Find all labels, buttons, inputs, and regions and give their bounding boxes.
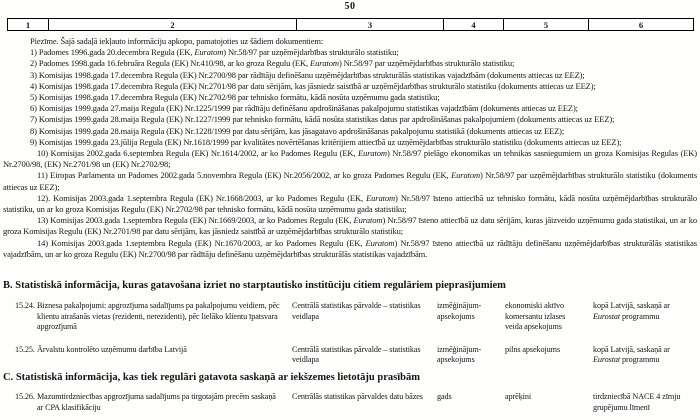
column-header-row [7,18,694,31]
note-item-7: 7) Komisijas 1999.gada 28.maija Regula (EK) Nr.1227/1999 par tehnisko formātu, kādā nosūta statistikas datus par apdrošināšanas pakalpojumiem (dokuments attiecas uz EEZ); [30,114,615,125]
row-scope: kopā Latvijā, saskaņā ar Eurostat programmu [593,344,670,365]
row-title: Biznesa pakalpojumi: apgrozījuma sadalījums pa pakalpojumu veidiem, pēc klientu atrašanās vietas (rezidenti, nerezidenti), pēc lielāko klientu īpatsvara apgrozījumā [37,301,280,332]
row-number: 15.24. [15,301,35,310]
header-cell-1: 1 [25,19,31,30]
table-row-15-26 [0,392,700,413]
row-scope: kopā Latvijā, saskaņā ar Eurostat programmu [593,301,670,321]
row-scope: tirdzniecībā NACE 4 zīmju grupējumu līmenī [593,392,681,412]
note-item-13: 13) Komisijas 2003.gada 1.septembra Regula (EK) Nr.1669/2003, ar ko Padomes Regulu (EK, Euratom) Nr.58/97 īsteno attiecībā uz datu sērijām, kuras jāizveido uzņēmumu gada statistikai, un ar ko groza Komisijas Regulu (EK) Nr.2701/98 par datu sērijām, kas jāsniedz saistībā ar uzņēmējdarbības strukturālo statistiku; [3,215,697,237]
row-source: Centrālā statistikas pārvalde – statistikas veidlapa [292,301,421,321]
row-title: Mazumtirdzniecības apgrozījuma sadalījums pa tirgotajām precēm saskaņā ar CPA klasifikāciju [37,392,276,412]
header-cell-4: 4 [443,19,503,30]
row-source: Centrālās statistikas pārvaldes datu bāzes [292,392,423,401]
row-source: Centrālā statistikas pārvalde – statistikas veidlapa [292,344,421,365]
note-item-8: 8) Komisijas 1999.gada 28.maija Regula (EK) Nr.1228/1999 par datu sērijām, kas jāsagatavo apdrošināšanas pakalpojumu statistikā (dokuments attiecas uz EEZ); [30,125,565,136]
note-item-2: 2) Padomes 1998.gada 16.februāra Regula (EK) Nr.410/98, ar ko groza Regulu (EK, Euratom) Nr.58/97 par uzņēmējdarbības strukturālo statistiku; [30,58,515,69]
row-title: Ārvalstu kontrolēto uzņēmumu darbība Latvijā [37,344,187,354]
note-item-5: 5) Komisijas 1998.gada 17.decembra Regula (EK) Nr.2702/98 par tehnisko formātu, kādā nosūta uzņēmumu gada statistiku; [30,92,440,103]
table-row-15-25 [0,345,700,366]
notes-intro: Piezīme. Šajā sadaļā iekļauto informāciju apkopo, pamatojoties uz šādiem dokumentiem: [30,36,324,46]
note-item-12: 12). Komisijas 2003.gada 1.septembra Regula (EK) Nr.1668/2003, ar ko Padomes Regulu (EK, Euratom) Nr.58/97 īsteno attiecībā uz tehnisko formātu, kādā nosūta uzņēmējdarbības strukturālo statistiku, un ar ko groza Komisijas Regulu (EK) Nr.2702/98 par tehnisko formātu, kādā nosūta uzņēmumu gada statistiku; [3,192,697,215]
note-item-4: 4) Komisijas 1998.gada 17.decembra Regula (EK) Nr.2701/98 par datu sērijām, kas jāsniedz saistībā ar uzņēmējdarbības strukturālo statistiku (dokuments attiecas uz EEZ); [30,80,596,91]
row-survey-type: gads [437,392,452,401]
header-cell-5: 5 [503,19,588,30]
row-number: 15.25. [15,344,35,354]
section-c [0,372,700,413]
note-item-3: 3) Komisijas 1998.gada 17.decembra Regula (EK) Nr.2700/98 par rādītāju definēšanu uzņēmējdarbības strukturālās statistikas vajadzībām (dokuments attiecas uz EEZ); [30,69,585,80]
header-cell-3: 3 [296,19,443,30]
notes-section [3,36,697,260]
section-b-heading: B. Statistiskā informācija, kuras gatavošana izriet no starptautisko institūciju citiem regulāriem pieprasījumiem [3,280,506,291]
row-survey-type: izmēģinājum-apsekojums [437,301,482,321]
row-method: pilns apsekojums [505,344,561,354]
section-c-heading: C. Statistiskā informācija, kas tiek regulāri gatavota saskaņā ar iekšzemes lietotāju prasībām [3,372,420,383]
note-item-9: 9) Komisijas 1999.gada 23.jūlija Regula (EK) Nr.1618/1999 par kvalitātes novērtēšanas kritērijiem attiecībā uz uzņēmējdarbības strukturālo statistiku (dokuments attiecas uz EEZ); [30,136,622,147]
section-b [0,280,700,366]
row-number: 15.26. [15,392,35,401]
header-cell-2: 2 [48,19,296,30]
note-item-11: 11) Eiropas Parlamenta un Padomes 2002.gada 5.novembra Regula (EK) Nr.2056/2002, ar ko groza Padomes Regulu (EK, Euratom) Nr.58/97 par uzņēmējdarbības strukturālo statistiku (dokuments attiecas uz EEZ); [3,170,698,192]
row-method: ekonomiski aktīvo komersantu izlases veida apsekojums [505,301,566,332]
table-row-15-24 [0,301,700,333]
note-item-10: 10) Komisijas 2002.gada 6.septembra Regula (EK) Nr.1614/2002, ar ko Padomes Regulu (EK, Euratom) Nr.58/97 pielāgo ekonomikas un tehnikas sasniegumiem un groza Komisijas Regulas (EK) Nr.2700/98, (EK) Nr.2701/98 un (EK) Nr.2702/98; [3,148,697,170]
note-item-14: 14) Komisijas 2003.gada 1.septembra Regula (EK) Nr.1670/2003, ar ko Padomes Regulu (EK, Euratom) Nr.58/97 īsteno attiecībā uz rādītāju definēšanu uzņēmējdarbības strukturālās statistikas vajadzībām, un ar ko groza Regulu (EK) Nr.2700/98 par rādītāju definēšanu uzņēmējdarbības strukturālās statistikas vajadzībām. [3,237,698,259]
page-number: 50 [344,1,356,12]
note-item-1: 1) Padomes 1996.gada 20.decembra Regula (EK, Euratom) Nr.58/97 par uzņēmējdarbības strukturālo statistiku; [30,47,399,58]
row-method: aprēķini [505,392,532,401]
row-survey-type: izmēģinājum-apsekojums [437,344,482,365]
note-item-6: 6) Komisijas 1999.gada 27.maija Regula (EK) Nr.1225/1999 par rādītāju definēšanu apdrošināšanas pakalpojumu statistikas vajadzībām (dokuments attiecas uz EEZ); [30,103,578,114]
header-cell-6: 6 [588,19,693,30]
